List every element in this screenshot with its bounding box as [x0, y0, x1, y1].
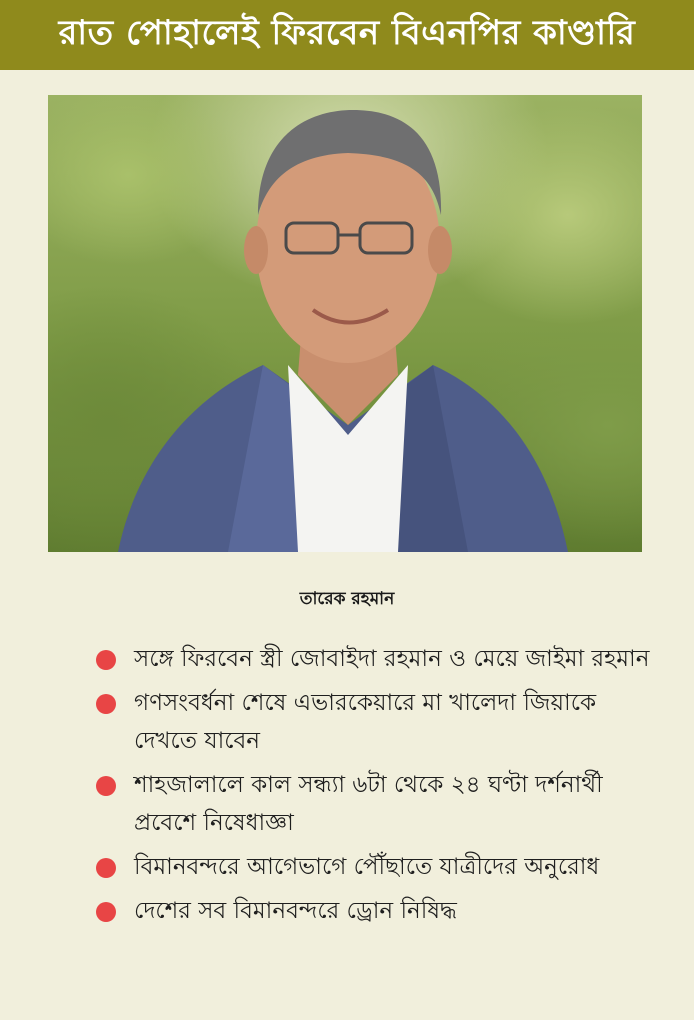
- bullet-dot-icon: [96, 650, 116, 670]
- list-item-text: সঙ্গে ফিরবেন স্ত্রী জোবাইদা রহমান ও মেয়ে জাইমা রহমান: [134, 646, 650, 672]
- highlights-list: [96, 640, 656, 936]
- headline-banner: [0, 0, 694, 70]
- list-item: [96, 640, 656, 678]
- portrait-illustration: [48, 95, 642, 552]
- list-item-text: দেশের সব বিমানবন্দরে ড্রোন নিষিদ্ধ: [134, 898, 457, 924]
- list-item-text: শাহজালালে কাল সন্ধ্যা ৬টা থেকে ২৪ ঘণ্টা দর্শনার্থী প্রবেশে নিষেধাজ্ঞা: [134, 772, 603, 836]
- bullet-dot-icon: [96, 694, 116, 714]
- list-item: [96, 684, 656, 760]
- bullet-dot-icon: [96, 776, 116, 796]
- list-item: [96, 892, 656, 930]
- bullet-dot-icon: [96, 902, 116, 922]
- list-item: [96, 766, 656, 842]
- headline-title: রাত পোহালেই ফিরবেন বিএনপির কাণ্ডারি: [58, 12, 636, 53]
- list-item-text: গণসংবর্ধনা শেষে এভারকেয়ারে মা খালেদা জিয়াকে দেখতে যাবেন: [134, 690, 597, 754]
- portrait-photo: [48, 95, 642, 552]
- list-item-text: বিমানবন্দরে আগেভাগে পৌঁছাতে যাত্রীদের অনুরোধ: [134, 854, 600, 880]
- list-item: [96, 848, 656, 886]
- photo-caption: তারেক রহমান: [299, 589, 395, 609]
- bullet-dot-icon: [96, 858, 116, 878]
